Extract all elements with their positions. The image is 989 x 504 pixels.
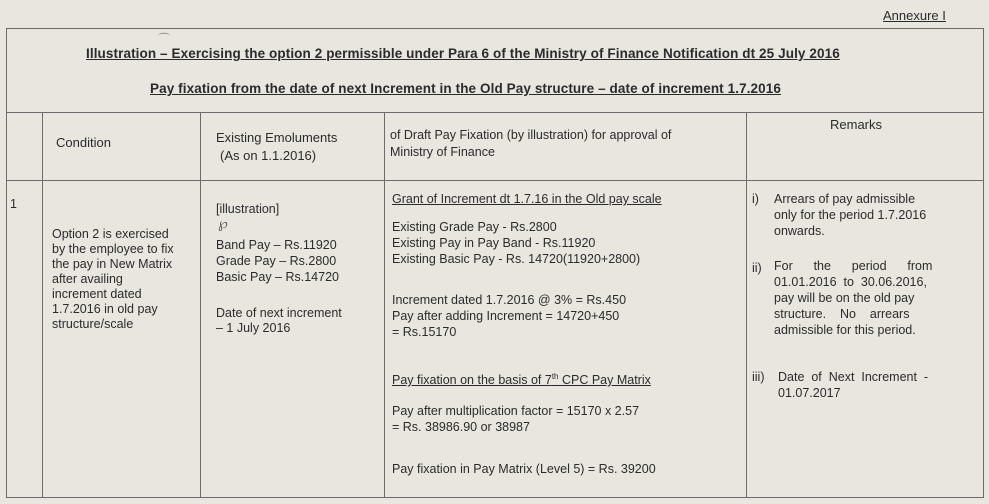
remark-number: iii) [752, 370, 765, 384]
condition-line: after availing [52, 272, 123, 286]
existing-grade-pay: Existing Grade Pay - Rs.2800 [392, 220, 557, 234]
pay-fixation-subtitle: Pay fixation from the date of next Increment in the Old Pay structure – date of increment 1.7.2016 [150, 81, 781, 96]
condition-line: increment dated [52, 287, 142, 301]
header-condition: Condition [56, 135, 111, 150]
remark-line: pay will be on the old pay [774, 291, 915, 305]
existing-pay-in-band: Existing Pay in Pay Band - Rs.11920 [392, 236, 596, 250]
header-draft-ministry: Ministry of Finance [390, 145, 495, 159]
condition-line: the pay in New Matrix [52, 257, 173, 271]
increment-heading: Grant of Increment dt 1.7.16 in the Old pay scale [392, 192, 662, 206]
basic-pay: Basic Pay – Rs.14720 [216, 270, 339, 284]
band-pay: Band Pay – Rs.11920 [216, 238, 337, 252]
grade-pay: Grade Pay – Rs.2800 [216, 254, 337, 268]
remark-line: 01.07.2017 [778, 386, 841, 400]
condition-line: 1.7.2016 in old pay [52, 302, 158, 316]
next-increment-date: Date of next increment [216, 306, 342, 320]
col-divider-existing [384, 112, 385, 498]
remark-line: Arrears of pay admissible [774, 192, 916, 206]
header-draft-pay-fixation: of Draft Pay Fixation (by illustration) for approval of [390, 128, 672, 142]
annexure-label: Annexure I [883, 8, 946, 23]
row-serial-number: 1 [10, 197, 17, 211]
illustration-label: [illustration] [216, 202, 280, 216]
next-increment-date: – 1 July 2016 [216, 321, 291, 335]
handwritten-mark: ℘ [218, 215, 228, 231]
header-existing-date: (As on 1.1.2016) [220, 148, 317, 163]
remark-line: only for the period 1.7.2016 [774, 208, 927, 222]
condition-line: by the employee to fix [52, 242, 174, 256]
multiplication-rounded: = Rs. 38986.90 or 38987 [392, 420, 530, 434]
remark-line: admissible for this period. [774, 323, 916, 337]
pay-after-increment: Pay after adding Increment = 14720+450 [392, 309, 620, 323]
illustration-title: Illustration – Exercising the option 2 permissible under Para 6 of the Ministry of Finance Notification dt 25 July 2016 [86, 46, 840, 61]
remark-line: structure. No arrears [774, 307, 910, 321]
header-remarks: Remarks [830, 117, 883, 132]
remark-line: For the period from [774, 259, 933, 273]
remark-line: Date of Next Increment - [778, 370, 929, 384]
remark-number: i) [752, 192, 759, 206]
header-bottom-rule [6, 180, 984, 181]
condition-line: Option 2 is exercised [52, 227, 169, 241]
remark-line: onwards. [774, 224, 825, 238]
col-divider-draft [746, 112, 747, 498]
multiplication-result: Pay after multiplication factor = 15170 x 2.57 [392, 404, 640, 418]
existing-basic-pay: Existing Basic Pay - Rs. 14720(11920+2800) [392, 252, 641, 266]
matrix-heading: Pay fixation on the basis of 7th CPC Pay Matrix [392, 372, 651, 388]
pen-mark: ⌒ [158, 32, 171, 46]
remark-number: ii) [752, 261, 762, 275]
col-divider-condition [200, 112, 201, 498]
condition-line: structure/scale [52, 317, 134, 331]
header-existing-emoluments: Existing Emoluments [216, 130, 338, 145]
remark-line: 01.01.2016 to 30.06.2016, [774, 275, 927, 289]
final-pay-fixation: Pay fixation in Pay Matrix (Level 5) = Rs. 39200 [392, 462, 656, 476]
increment-amount: Increment dated 1.7.2016 @ 3% = Rs.450 [392, 293, 627, 307]
col-divider-sno [42, 112, 43, 498]
table-top-rule [6, 112, 984, 113]
pay-after-increment-total: = Rs.15170 [392, 325, 457, 339]
